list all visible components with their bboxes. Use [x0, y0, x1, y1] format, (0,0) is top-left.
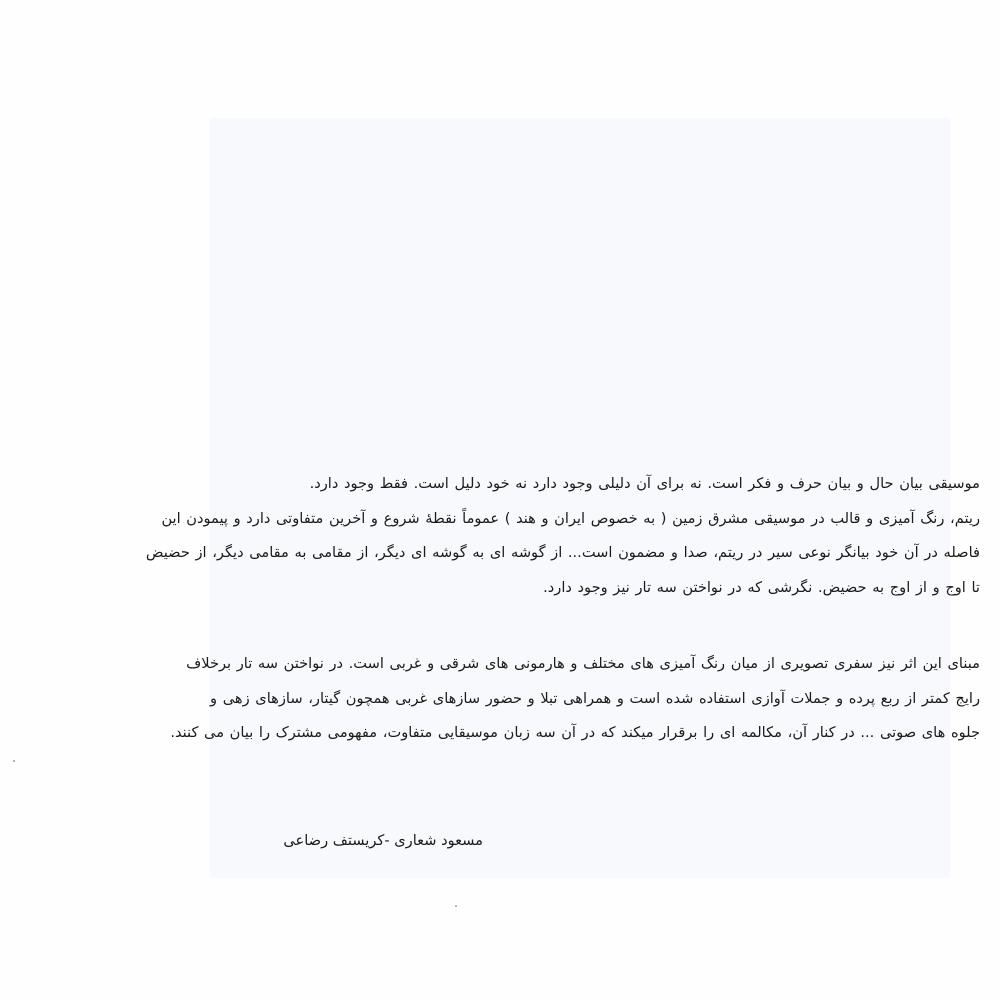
paragraph-2 [124, 647, 980, 751]
paragraph-line: رایج کمتر از ربع پرده و جملات آوازی استفاده شده است و همراهی تبلا و حضور سازهای غربی همچون گیتار، سازهای زهی و [210, 689, 980, 707]
paper-speck [455, 905, 457, 907]
paragraph-line: مبنای این اثر نیز سفری تصویری از میان رنگ آمیزی های مختلف و هارمونی های شرقی و غربی است. در نواختن سه تار برخلاف [186, 655, 980, 672]
signature: مسعود شعاری -کریستف رضاعی [283, 832, 483, 849]
paragraph-line: فاصله در آن خود بیانگر نوعی سیر در ریتم، صدا و مضمون است... از گوشه ای به گوشه ای دیگر، از مقامی به مقامی دیگر، از حضیض [145, 544, 980, 561]
paragraph-line: تا اوج و از اوج به حضیض. نگرشی که در نواختن سه تار نیز وجود دارد. [543, 578, 980, 596]
paragraph-1 [124, 467, 980, 605]
paper-speck [13, 760, 15, 762]
paragraph-line: جلوه های صوتی ... در کنار آن، مکالمه ای را برقرار میکند که در آن سه زبان موسیقایی متفاوت، مفهومی مشترک را بیان می کنند. [170, 724, 980, 741]
paragraph-line: موسیقی بیان حال و بیان حرف و فکر است. نه برای آن دلیلی وجود دارد نه خود دلیل است. فقط وجود دارد. [309, 475, 980, 492]
paragraph-line: ریتم، رنگ آمیزی و قالب در موسیقی مشرق زمین ( به خصوص ایران و هند ) عموماً نقطهٔ شروع و آخرین متفاوتی دارد و پیمودن این [161, 509, 980, 527]
